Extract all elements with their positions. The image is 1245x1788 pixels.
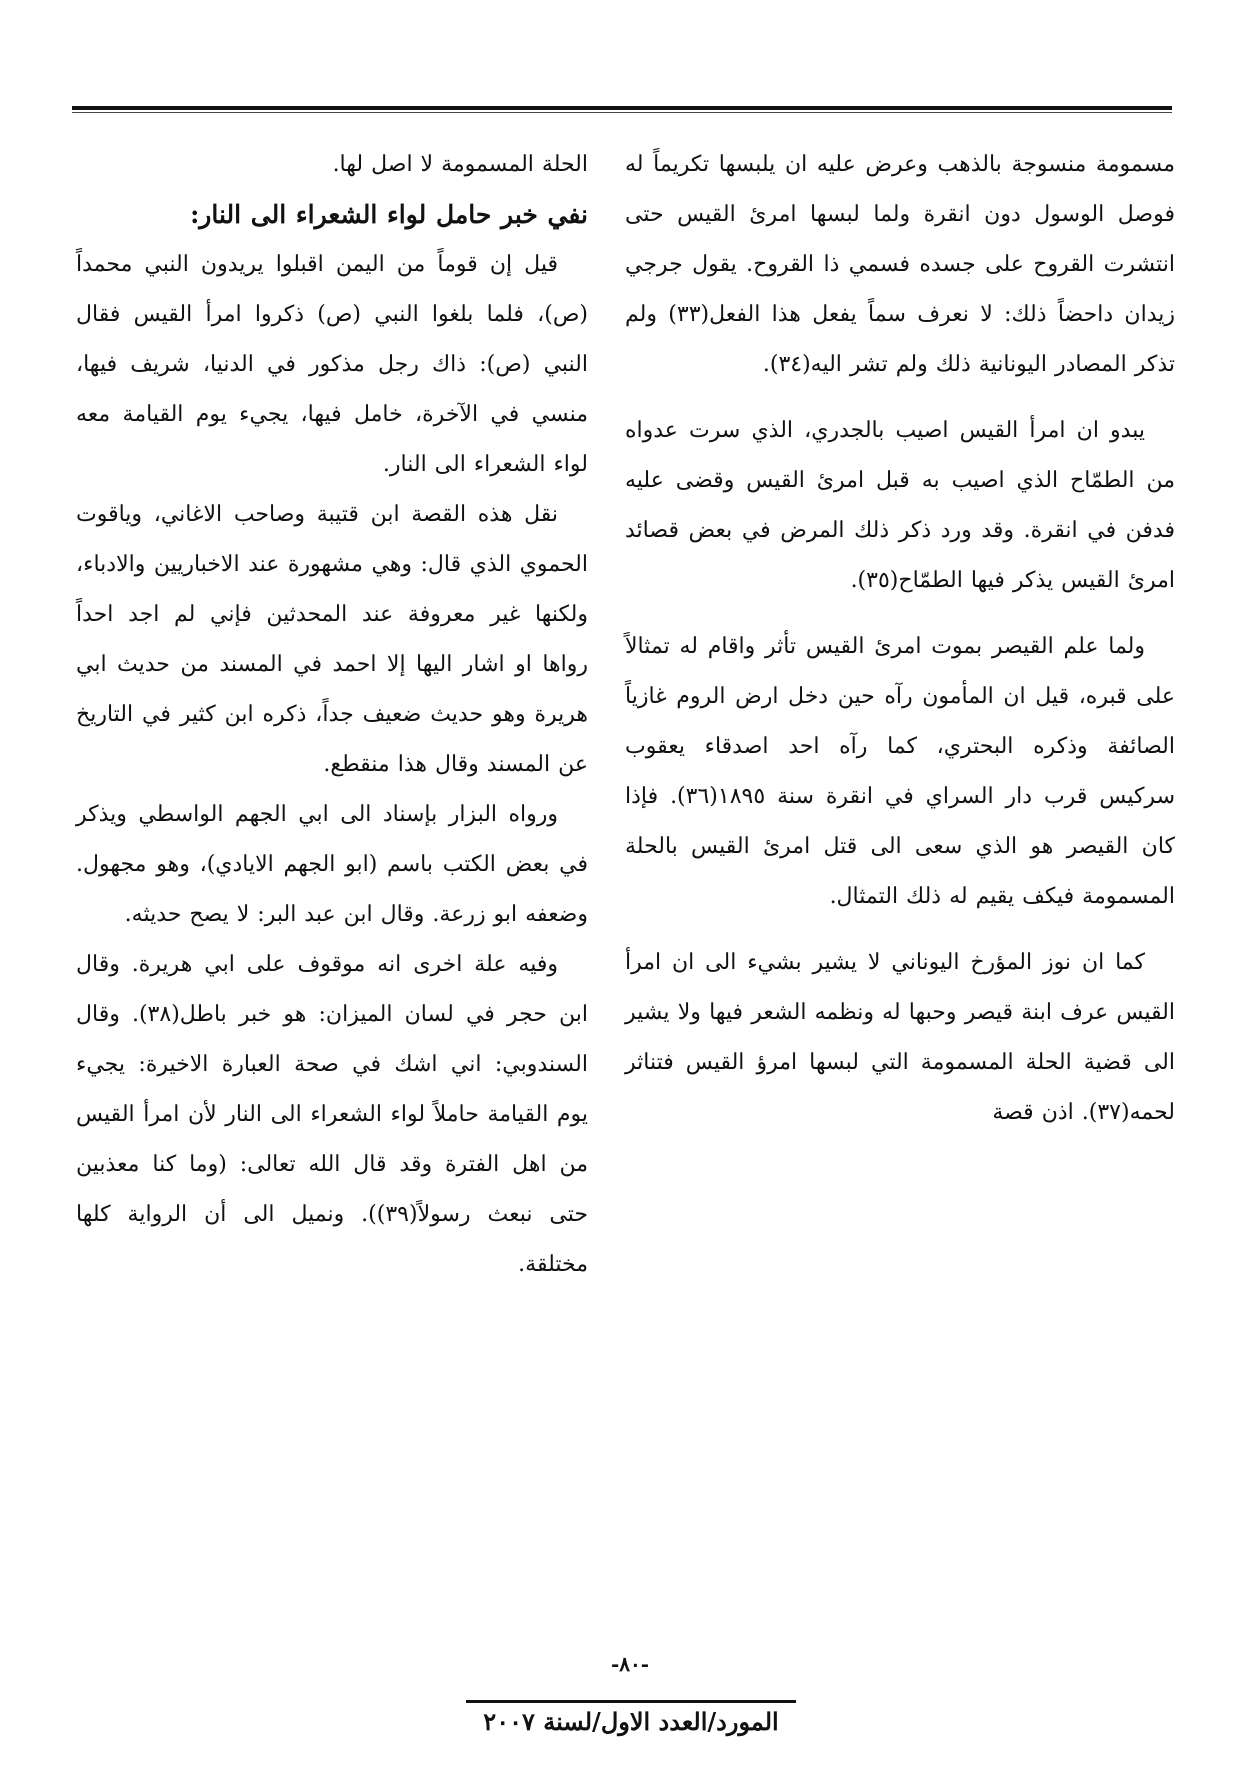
page-number: -٨٠- (610, 1652, 650, 1676)
right-paragraph-4: كما ان نوز المؤرخ اليوناني لا يشير بشيء الى ان امرأ القيس عرف ابنة قيصر وحبها له ونظمه الشعر فيها ولا يشير الى قضية الحلة المسمومة التي لبسها امرؤ القيس فتناثر لحمه(٣٧). اذن قصة (625, 950, 1175, 1125)
left-paragraph-3: ورواه البزار بإسناد الى ابي الجهم الواسطي ويذكر في بعض الكتب باسم (ابو الجهم الايادي)، وهو مجهول. وضعفه ابو زرعة. وقال ابن عبد البر: لا يصح حديثه. (76, 802, 588, 927)
right-paragraph-3: ولما علم القيصر بموت امرئ القيس تأثر واقام له تمثالاً على قبره، قيل ان المأمون رآه حين دخل ارض الروم غازياً الصائفة وذكره البحتري، كما رآه احد اصدقاء يعقوب سركيس قرب دار السراي في انقرة سنة ١٨٩٥(٣٦). فإذا كان القيصر هو الذي سعى الى قتل امرئ القيس بالحلة المسمومة فيكف يقيم له ذلك التمثال. (625, 634, 1176, 909)
left-paragraph-2: نقل هذه القصة ابن قتيبة وصاحب الاغاني، وياقوت الحموي الذي قال: وهي مشهورة عند الاخباريين والادباء، ولكنها غير معروفة عند المحدثين فإني لم اجد احداً رواها او اشار اليها إلا احمد في المسند من حديث ابي هريرة وهو حديث ضعيف جداً، ذكره ابن كثير في التاريخ عن المسند وقال هذا منقطع. (76, 502, 588, 777)
right-paragraph-2: يبدو ان امرأ القيس اصيب بالجدري، الذي سرت عدواه من الطمّاح الذي اصيب به قبل امرئ القيس وقضى عليه فدفن في انقرة. وقد ورد ذكر ذلك المرض في بعض قصائد امرئ القيس يذكر فيها الطمّاح(٣٥). (625, 418, 1175, 593)
header-rule (72, 106, 1172, 110)
right-paragraph-1: مسمومة منسوجة بالذهب وعرض عليه ان يلبسها تكريماً له فوصل الوسول دون انقرة ولما لبسها امرئ القيس حتى انتشرت القروح على جسده فسمي ذا القروح. يقول جرجي زيدان داحضاً ذلك: لا نعرف سماً يفعل هذا الفعل(٣٣) ولم تذكر المصادر اليونانية ذلك ولم تشر اليه(٣٤). (625, 152, 1175, 377)
section-heading: نفي خبر حامل لواء الشعراء الى النار: (190, 200, 588, 229)
right-column (625, 140, 1175, 1138)
left-opening-line: الحلة المسمومة لا اصل لها. (332, 152, 588, 177)
left-paragraph-4: وفيه علة اخرى انه موقوف على ابي هريرة. وقال ابن حجر في لسان الميزان: هو خبر باطل(٣٨). وقال السندوبي: اني اشك في صحة العبارة الاخيرة: يجيء يوم القيامة حاملاً لواء الشعراء الى النار لأن امرأ القيس من اهل الفترة وقد قال الله تعالى: (وما كنا معذبين حتى نبعث رسولاً(٣٩)). ونميل الى أن الرواية كلها مختلقة. (76, 952, 589, 1277)
left-paragraph-1: قيل إن قوماً من اليمن اقبلوا يريدون النبي محمداً (ص)، فلما بلغوا النبي (ص) ذكروا امرأ القيس فقال النبي (ص): ذاك رجل مذكور في الدنيا، شريف فيها، منسي في الآخرة، خامل فيها، يجيء يوم القيامة معه لواء الشعراء الى النار. (76, 252, 588, 477)
journal-footer: المورد/العدد الاول/لسنة ٢٠٠٧ (466, 1700, 796, 1736)
left-column (76, 140, 588, 1290)
